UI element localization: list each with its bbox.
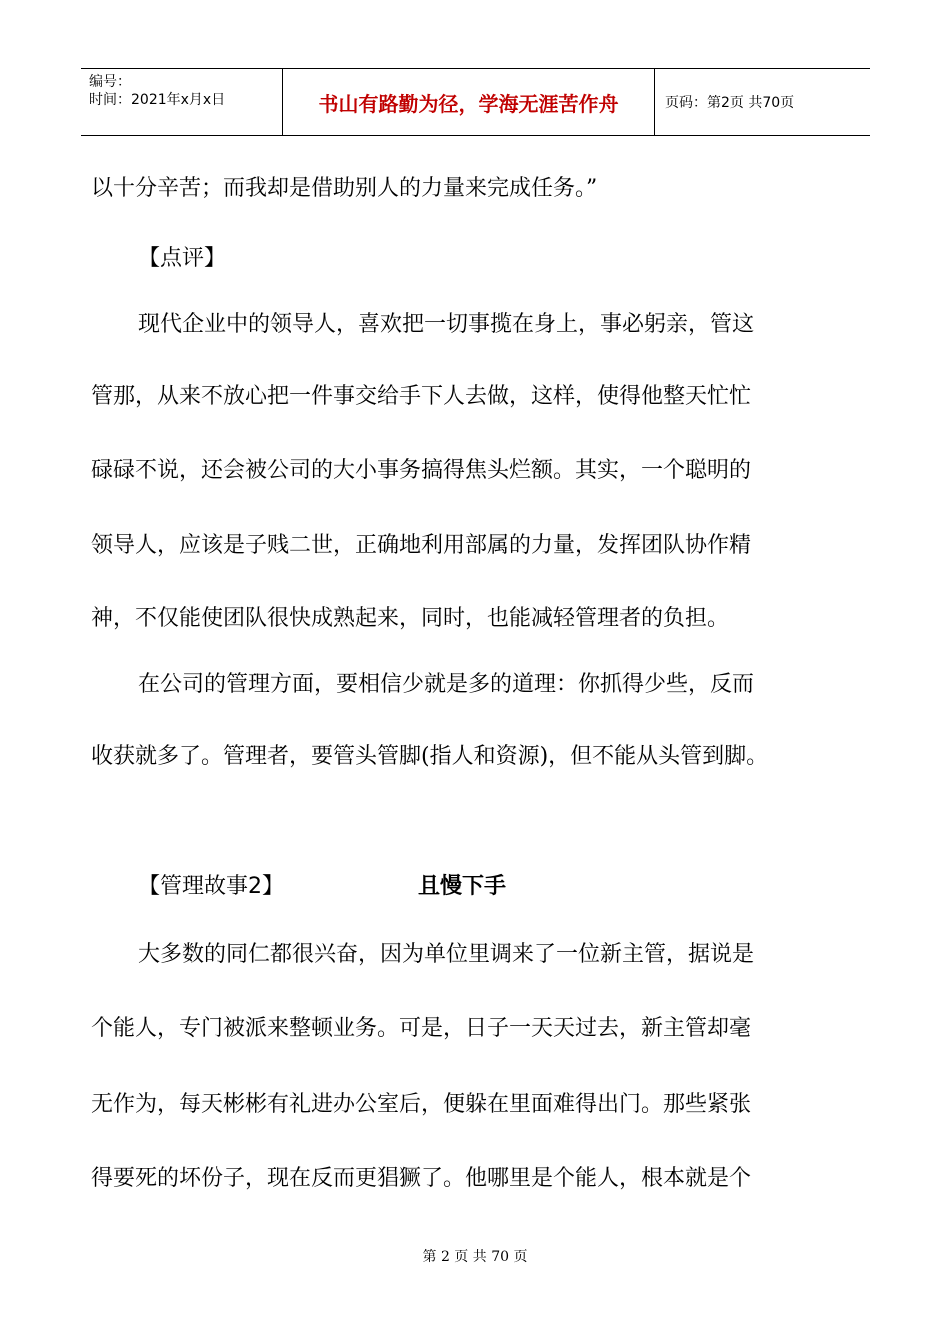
document-date-label: 时间：2021年x月x日 <box>89 92 226 108</box>
body-line-3: 现代企业中的领导人，喜欢把一切事揽在身上，事必躬亲，管这 <box>138 312 755 337</box>
header-meta-cell <box>81 69 283 135</box>
body-line-9: 收获就多了。管理者，要管头管脚(指人和资源)，但不能从头管到脚。 <box>91 744 769 769</box>
story-heading <box>138 872 507 902</box>
header-motto: 书山有路勤为径，学海无涯苦作舟 <box>283 69 655 135</box>
story-line-2: 个能人，专门被派来整顿业务。可是，日子一天天过去，新主管却毫 <box>91 1016 752 1041</box>
document-number-label: 编号： <box>89 74 131 90</box>
body-line-4: 管那，从来不放心把一件事交给手下人去做，这样，使得他整天忙忙 <box>91 384 752 409</box>
document-header <box>81 68 870 136</box>
page-footer: 第 2 页 共 70 页 <box>422 1249 528 1265</box>
header-page-info: 页码：第2页 共70页 <box>665 95 795 111</box>
body-line-6: 领导人，应该是子贱二世，正确地利用部属的力量，发挥团队协作精 <box>91 533 752 558</box>
body-line-7: 神，不仅能使团队很快成熟起来，同时，也能减轻管理者的负担。 <box>91 606 730 631</box>
body-line-8: 在公司的管理方面，要相信少就是多的道理：你抓得少些，反而 <box>138 672 755 697</box>
story-line-1: 大多数的同仁都很兴奋，因为单位里调来了一位新主管，据说是 <box>138 942 755 967</box>
story-line-3: 无作为，每天彬彬有礼进办公室后，便躲在里面难得出门。那些紧张 <box>91 1092 752 1117</box>
story-line-4: 得要死的坏份子，现在反而更猖獗了。他哪里是个能人，根本就是个 <box>91 1166 752 1191</box>
comment-heading: 【点评】 <box>138 246 227 271</box>
story-label: 【管理故事2】 <box>138 874 284 899</box>
body-line-5: 碌碌不说，还会被公司的大小事务搞得焦头烂额。其实，一个聪明的 <box>91 458 752 483</box>
body-line-1: 以十分辛苦；而我却是借助别人的力量来完成任务。” <box>91 176 598 201</box>
story-title: 且慢下手 <box>418 874 507 899</box>
